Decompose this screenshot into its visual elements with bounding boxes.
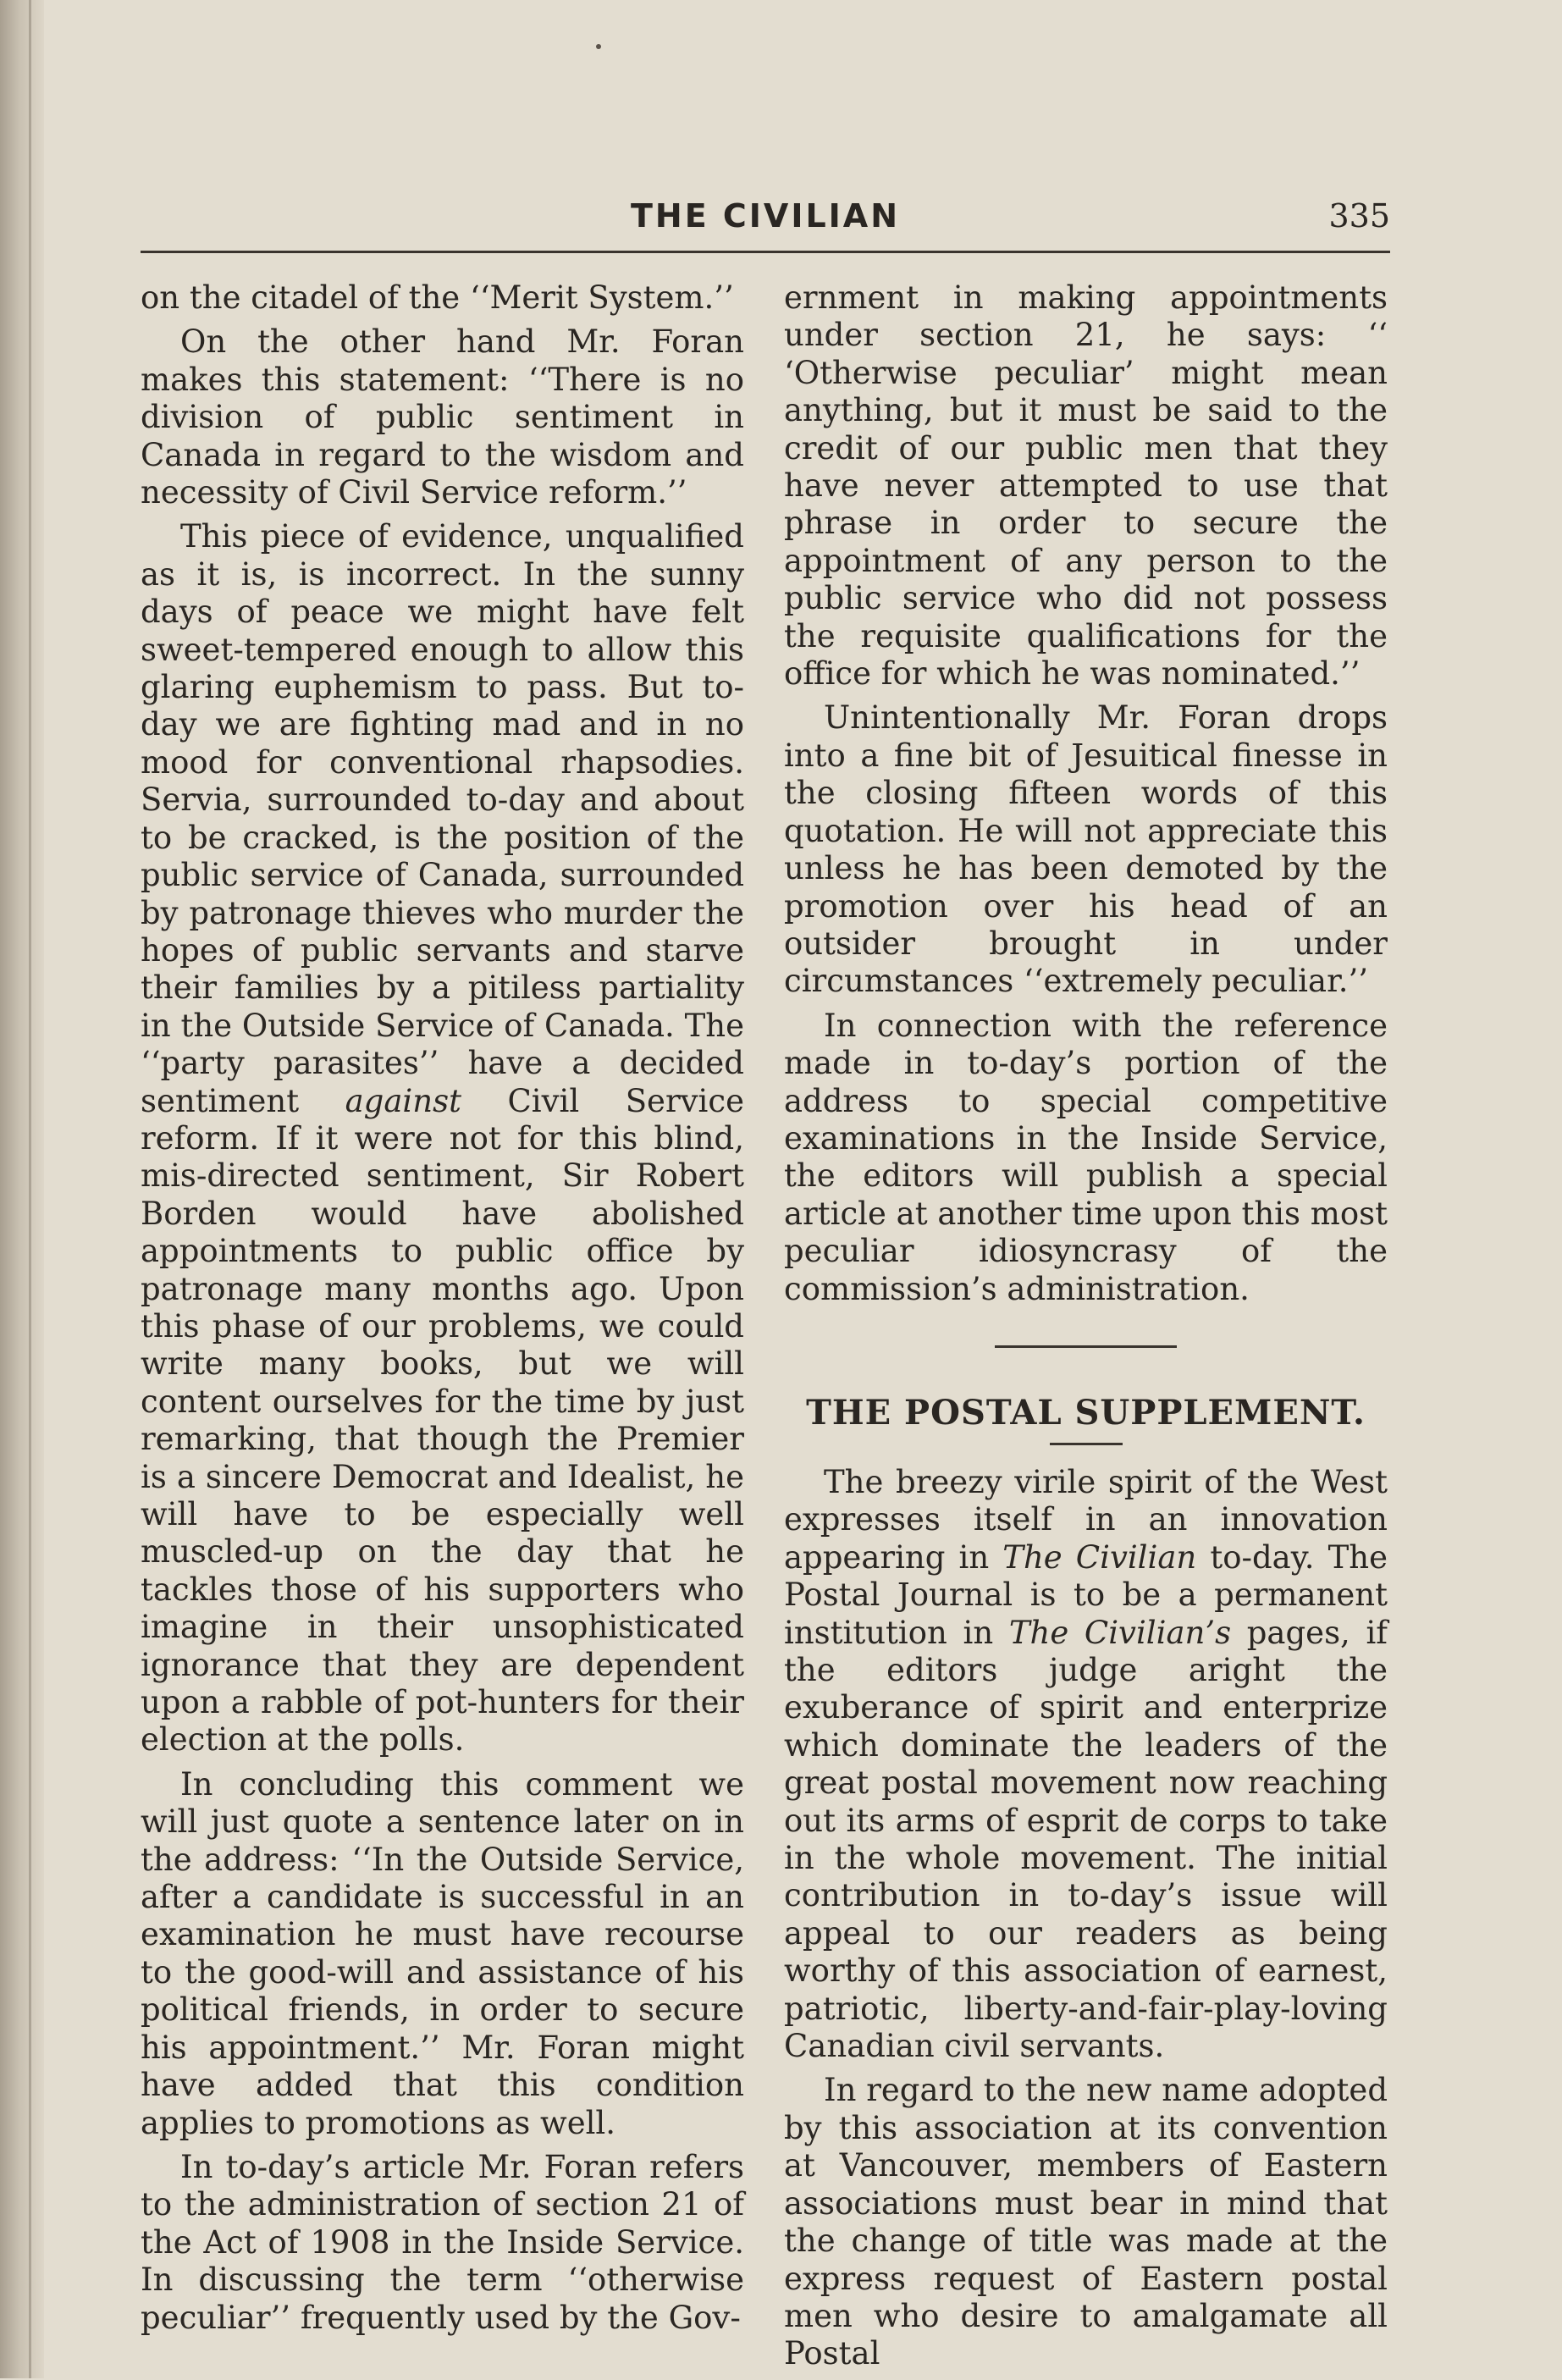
paragraph-text: This piece of evidence, unqualified as it is, is incorrect. In the sunny days of peace we might have felt sweet-tempered enough to allow this glaring euphemism to pass. But to-day we are fighting mad and in no mood for conventional rhapsodies. Servia, surrounded to-day and about to be cracked, is the position of the public service of Canada, surrounded by patronage thieves who murder the hopes of public servants and starve their families by a pitiless partiality in the Outside Service of Canada. xyxy=(141,518,744,1044)
paragraph: on the citadel of the ‘‘Merit System.’’ xyxy=(141,279,734,316)
publication-title: The Civilian xyxy=(1002,1538,1197,1576)
section-heading: THE POSTAL SUPPLEMENT. xyxy=(806,1392,1366,1433)
paragraph: Unintentionally Mr. Foran drops into a fine bit of Jesuitical finesse in the closing fifteen words of this quotation. He will not appreciate this unless he has been demoted by the promotion over his head of an outsider brought in under circumstances ‘‘extremely peculiar.’’ xyxy=(784,699,1388,1000)
publication-title: The Civilian’s xyxy=(1008,1614,1232,1651)
paragraph: On the other hand Mr. Foran makes this statement: ‘‘There is no division of public sentiment in Canada in regard to the wisdom and necessity of Civil Service reform.’’ xyxy=(141,323,744,511)
emphasis-text: against xyxy=(345,1082,461,1119)
paragraph-text: The ‘‘party parasites’’ have a decided sentiment xyxy=(141,1007,744,1119)
paragraph: In concluding this comment we will just quote a sentence later on in the address: ‘‘In the Outside Service, after a candidate is successful in an examination he must have recourse to the good-will and assistance of his political friends, in order to secure his appointment.’’ Mr. Foran might have added that this condition applies to promotions as well. xyxy=(141,1765,744,2141)
left-column xyxy=(141,279,744,2344)
paragraph-text: pages, if the editors judge aright the exuberance of spirit and enterprize which dominate the leaders of the great postal movement now reaching out its arms of esprit de corps to take in the whole movement. The initial contribution in to-day’s issue will appeal to our readers as being worthy of this association of earnest, patriotic, liberty-and-fair-play-loving Canadian civil servants. xyxy=(784,1614,1388,2065)
section-divider xyxy=(995,1345,1177,1348)
paragraph-text: Civil Service reform. If it were not for this blind, mis-directed sentiment, Sir Robert Borden would have abolished appointments to public office by patronage many months ago. Upon this phase of our problems, we could write many books, but we will content ourselves for the time by just remarking, that though the Premier is a sincere Democrat and Idealist, he will have to be especially well muscled-up on the day that he tackles those of his supporters who imagine in their unsophisticated ignorance that they are dependent upon a rabble of pot-hunters for their election at the polls. xyxy=(141,1082,744,1759)
page-gutter-shadow xyxy=(0,0,44,2378)
running-head xyxy=(141,197,1390,240)
heading-rule xyxy=(1050,1443,1123,1445)
paper-speck xyxy=(596,44,601,49)
paragraph: In to-day’s article Mr. Foran refers to the administration of section 21 of the Act of 1908 in the Inside Service. In discussing the term ‘‘otherwise peculiar’’ frequently used by the Gov- xyxy=(141,2148,744,2336)
right-column xyxy=(784,279,1388,2380)
journal-title: THE CIVILIAN xyxy=(630,197,901,235)
paragraph-text: to-day. The Postal Journal is to be a permanent institution in xyxy=(784,1538,1388,1651)
paragraph: In connection with the reference made in to-day’s portion of the address to special competitive examinations in the Inside Service, the editors will publish a special article at another time upon this most peculiar idiosyncrasy of the commission’s administration. xyxy=(784,1007,1388,1307)
paragraph: In regard to the new name adopted by this association at its convention at Vancouver, members of Eastern associations must bear in mind that the change of title was made at the express request of Eastern postal men who desire to amalgamate all Postal xyxy=(784,2072,1388,2372)
page-number: 335 xyxy=(1328,197,1390,235)
header-rule xyxy=(141,251,1390,253)
paragraph xyxy=(141,518,744,1759)
paragraph-text: The breezy virile spirit of the West expresses itself in an innovation appearing in xyxy=(784,1463,1388,1576)
paragraph: ernment in making appointments under section 21, he says: ‘‘ ‘Otherwise peculiar’ might mean anything, but it must be said to the credit of our public men that they have never attempted to use that phrase in order to secure the appointment of any person to the public service who did not possess the requisite qualifications for the office for which he was nominated.’’ xyxy=(784,279,1388,693)
paragraph xyxy=(784,1464,1388,2066)
binding-edge xyxy=(29,0,31,2378)
